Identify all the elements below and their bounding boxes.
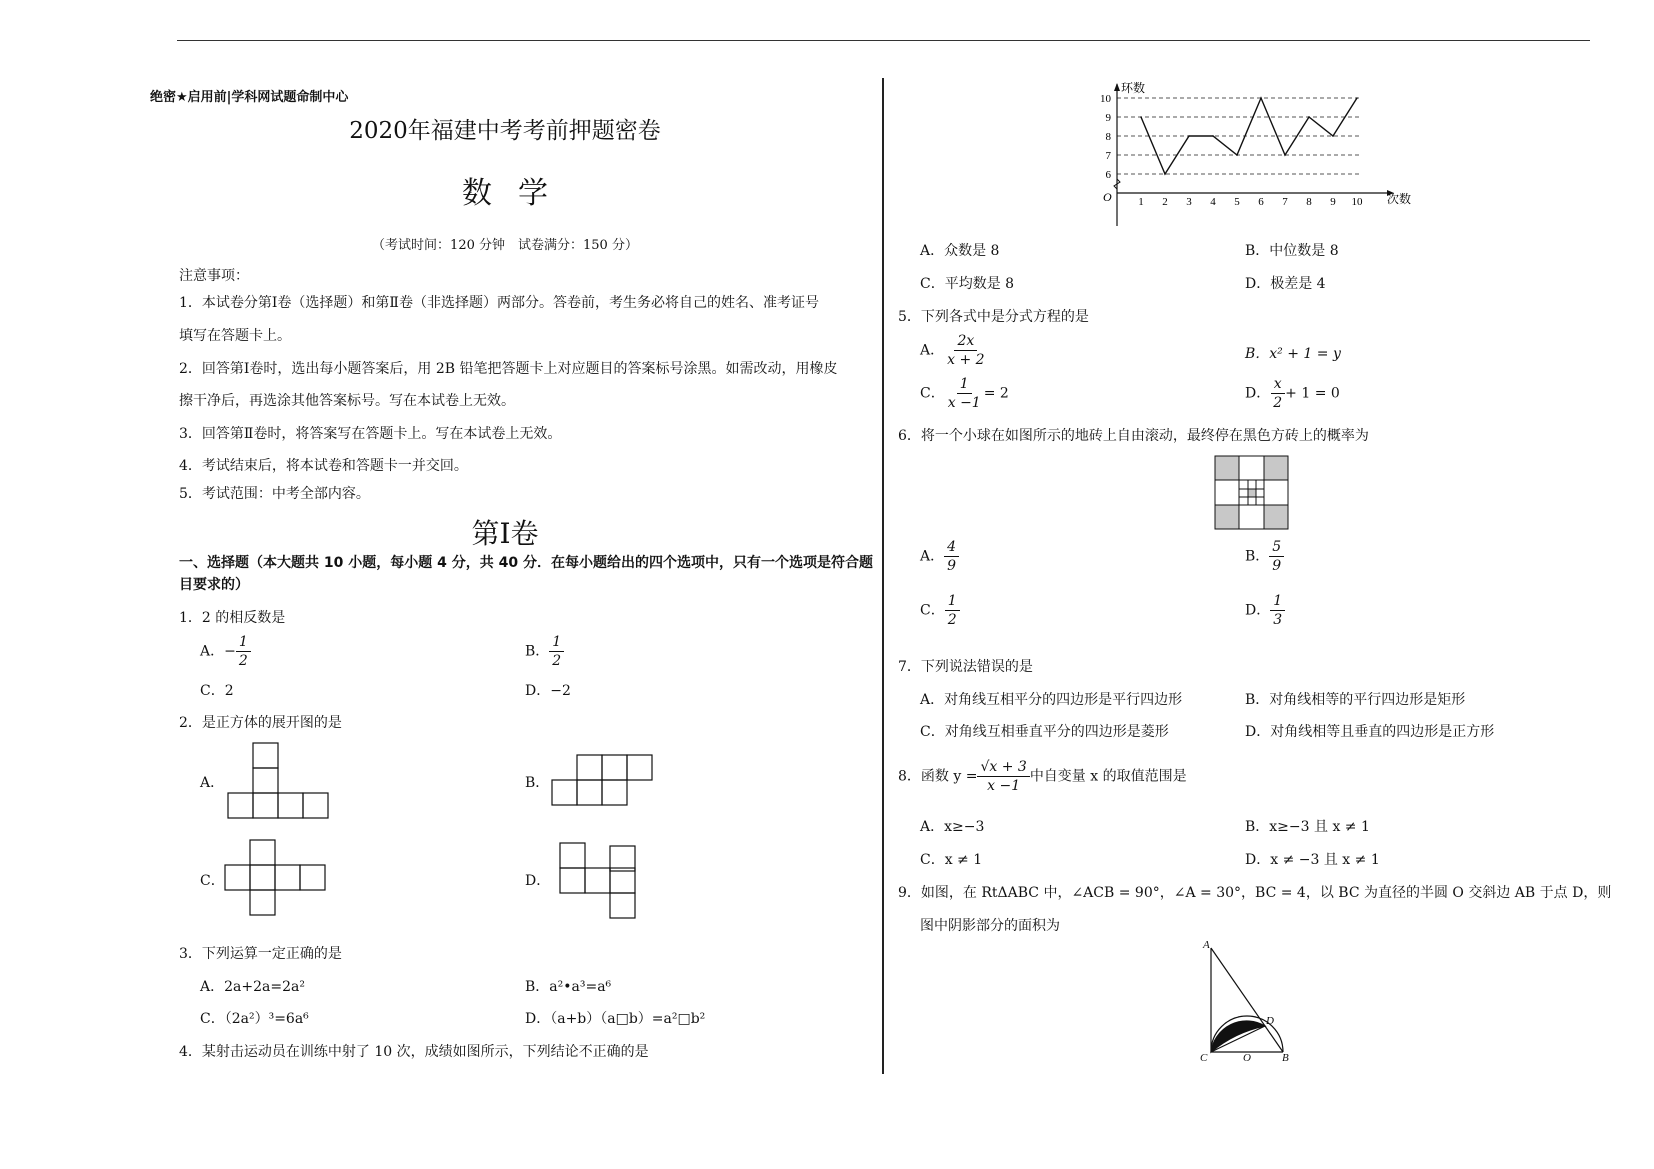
x-tick-label: 5 <box>1234 196 1240 208</box>
x-tick-label: 3 <box>1186 196 1192 208</box>
equation-tail: + 1 = 0 <box>1285 385 1340 402</box>
q8-option-d[interactable]: D．x ≠ −3 且 x ≠ 1 <box>1245 852 1380 868</box>
q2-option-b[interactable]: B． <box>525 775 550 791</box>
q3-option-a[interactable]: A．2a+2a=2a² <box>200 979 305 995</box>
page-title: 2020年福建中考考前押题密卷 <box>349 118 661 144</box>
option-label: C． <box>920 602 945 619</box>
option-label: B． <box>525 643 550 660</box>
denominator: 3 <box>1273 612 1283 628</box>
note-line: 5．考试范围：中考全部内容。 <box>179 486 370 502</box>
fraction <box>236 633 251 670</box>
label-c: C <box>1200 1052 1208 1064</box>
q7-option-c[interactable]: C．对角线互相垂直平分的四边形是菱形 <box>920 724 1169 740</box>
numerator: 1 <box>945 592 960 611</box>
q2-option-d[interactable]: D． <box>525 873 551 889</box>
fraction <box>1269 538 1284 575</box>
x-tick-label: 9 <box>1330 196 1336 208</box>
q2-option-c[interactable]: C． <box>200 873 225 889</box>
fraction <box>944 332 987 369</box>
fraction <box>945 375 984 412</box>
stem-suffix: 中自变量 x 的取值范围是 <box>1029 768 1187 785</box>
shooting-score-chart <box>1095 78 1415 228</box>
cube-net-a <box>228 743 328 819</box>
data-point <box>1332 135 1334 137</box>
note-line: 4．考试结束后，将本试卷和答题卡一并交回。 <box>179 458 468 474</box>
q8-option-a[interactable]: A．x≥−3 <box>920 819 985 835</box>
y-axis-arrow <box>1114 83 1120 91</box>
q4-option-b[interactable]: B．中位数是 8 <box>1245 243 1339 259</box>
note-line: 2．回答第Ⅰ卷时，选出每小题答案后，用 2B 铅笔把答题卡上对应题目的答案标号涂黑。如需改动，用橡皮 <box>179 361 838 377</box>
q7-stem: 7．下列说法错误的是 <box>898 659 1033 675</box>
numerator: √x + 3 <box>977 758 1029 777</box>
fraction <box>549 633 564 670</box>
q7-option-d[interactable]: D．对角线相等且垂直的四边形是正方形 <box>1245 724 1495 740</box>
numerator: 1 <box>1270 592 1285 611</box>
denominator: 2 <box>947 612 957 628</box>
y-tick-label: 10 <box>1100 93 1111 105</box>
denominator: x −1 <box>947 395 981 411</box>
q1-option-d[interactable]: D．−2 <box>525 683 571 699</box>
section-heading: 一、选择题（本大题共 10 小题，每小题 4 分，共 40 分．在每小题给出的四个选项中，只有一个选项是符合题目要求的） <box>179 555 873 593</box>
minus-sign: − <box>224 643 236 660</box>
x-tick-label: 10 <box>1351 196 1363 208</box>
denominator: 9 <box>947 558 957 574</box>
cube-net-c <box>225 840 326 916</box>
q8-stem <box>898 758 1187 795</box>
q5-option-b[interactable]: B．x² + 1 = y <box>1245 346 1341 362</box>
option-label: C． <box>920 385 945 402</box>
data-point <box>1356 97 1358 99</box>
secret-label: 绝密★启用前|学科网试题命制中心 <box>150 90 349 105</box>
option-label: A． <box>920 342 945 359</box>
q4-stem: 4．某射击运动员在训练中射了 10 次，成绩如图所示，下列结论不正确的是 <box>179 1044 649 1060</box>
q8-option-b[interactable]: B．x≥−3 且 x ≠ 1 <box>1245 819 1370 835</box>
q4-option-a[interactable]: A．众数是 8 <box>920 243 1000 259</box>
data-point <box>1308 116 1310 118</box>
q4-option-d[interactable]: D．极差是 4 <box>1245 276 1326 292</box>
q9-stem-line2: 图中阴影部分的面积为 <box>920 918 1060 934</box>
notes-heading: 注意事项： <box>179 268 249 284</box>
column-divider <box>882 78 884 1074</box>
note-line: 填写在答题卡上。 <box>179 328 291 344</box>
q1-stem: 1．2 的相反数是 <box>179 610 286 626</box>
x-axis-label: 次数 <box>1387 192 1412 206</box>
data-point <box>1236 154 1238 156</box>
x-tick-label: 8 <box>1306 196 1312 208</box>
stem-prefix: 8．函数 y = <box>898 768 978 785</box>
note-line: 3．回答第Ⅱ卷时，将答案写在答题卡上。写在本试卷上无效。 <box>179 426 562 442</box>
q6-option-a[interactable] <box>920 538 959 575</box>
x-tick-label: 4 <box>1210 196 1216 208</box>
q4-option-c[interactable]: C．平均数是 8 <box>920 276 1015 292</box>
data-point <box>1284 154 1286 156</box>
origin-label: O <box>1103 190 1112 204</box>
label-d: D <box>1266 1015 1274 1027</box>
y-tick-label: 8 <box>1105 131 1111 143</box>
label-b: B <box>1282 1052 1289 1064</box>
q3-stem: 3．下列运算一定正确的是 <box>179 946 342 962</box>
cube-net-d <box>560 843 636 919</box>
part-title: 第Ⅰ卷 <box>471 517 539 550</box>
q9-stem-line1: 9．如图，在 RtΔABC 中，∠ACB = 90°，∠A = 30°，BC = 4，以 BC 为直径的半圆 O 交斜边 AB 于点 D，则 <box>898 885 1612 901</box>
option-label: A． <box>920 548 945 565</box>
fraction <box>944 538 959 575</box>
q3-option-d[interactable]: D．（a+b）（a□b）=a²□b² <box>525 1011 706 1027</box>
x-tick-label: 7 <box>1282 196 1288 208</box>
option-label: A． <box>200 643 225 660</box>
data-point <box>1164 173 1166 175</box>
cube-net-b <box>552 755 653 806</box>
denominator: x −1 <box>987 778 1021 794</box>
q3-option-c[interactable]: C．（2a²）³=6a⁶ <box>200 1011 309 1027</box>
q5-option-c[interactable] <box>920 375 1009 412</box>
y-tick-label: 7 <box>1105 150 1111 162</box>
q1-option-b[interactable] <box>525 633 564 670</box>
q1-option-c[interactable]: C．2 <box>200 683 234 699</box>
q2-option-a[interactable]: A． <box>200 775 225 791</box>
q5-option-d[interactable] <box>1245 375 1340 412</box>
q5-option-a[interactable] <box>920 332 988 369</box>
data-point <box>1140 116 1142 118</box>
numerator: 1 <box>957 375 972 394</box>
label-a: A <box>1203 939 1210 951</box>
fraction <box>1270 375 1285 412</box>
q6-option-b[interactable] <box>1245 538 1284 575</box>
denominator: 2 <box>1273 395 1283 411</box>
label-o: O <box>1243 1052 1251 1064</box>
q6-stem: 6．将一个小球在如图所示的地砖上自由滚动，最终停在黑色方砖上的概率为 <box>898 428 1369 444</box>
note-line: 擦干净后，再选涂其他答案标号。写在本试卷上无效。 <box>179 393 515 409</box>
q1-option-a[interactable] <box>200 633 251 670</box>
x-tick-label: 6 <box>1258 196 1264 208</box>
numerator: 4 <box>944 538 959 557</box>
fraction <box>977 758 1029 795</box>
q2-stem: 2．是正方体的展开图的是 <box>179 715 342 731</box>
q7-option-a[interactable]: A．对角线互相平分的四边形是平行四边形 <box>920 692 1183 708</box>
y-tick-label: 9 <box>1105 112 1111 124</box>
denominator: 2 <box>552 653 562 669</box>
q6-option-c[interactable] <box>920 592 960 629</box>
numerator: 5 <box>1269 538 1284 557</box>
denominator: 2 <box>238 653 248 669</box>
x-tick-label: 2 <box>1162 196 1168 208</box>
x-tick-label: 1 <box>1138 196 1144 208</box>
fraction <box>1270 592 1285 629</box>
equation-tail: = 2 <box>983 385 1009 402</box>
numerator: x <box>1271 375 1285 394</box>
option-label: B． <box>1245 548 1270 565</box>
denominator: x + 2 <box>947 352 985 368</box>
numerator: 1 <box>549 633 564 652</box>
q8-option-c[interactable]: C．x ≠ 1 <box>920 852 983 868</box>
y-axis-label: 环数 <box>1121 81 1146 95</box>
floor-tile-figure <box>1215 456 1289 530</box>
subject-title: 数学 <box>462 176 574 211</box>
numerator: 1 <box>236 633 251 652</box>
q7-option-b[interactable]: B．对角线相等的平行四边形是矩形 <box>1245 692 1466 708</box>
shaded-region <box>1211 1021 1265 1052</box>
data-point <box>1212 135 1214 137</box>
option-label: D． <box>1245 385 1271 402</box>
triangle-semicircle-figure <box>1195 940 1295 1065</box>
q5-stem: 5．下列各式中是分式方程的是 <box>898 309 1089 325</box>
numerator: 2x <box>954 332 977 351</box>
data-point <box>1260 97 1262 99</box>
y-tick-label: 6 <box>1105 169 1111 181</box>
note-line: 1．本试卷分第Ⅰ卷（选择题）和第Ⅱ卷（非选择题）两部分。答卷前，考生务必将自己的姓名、准考证号 <box>179 295 819 311</box>
q6-option-d[interactable] <box>1245 592 1285 629</box>
option-label: D． <box>1245 602 1271 619</box>
fraction <box>945 592 960 629</box>
exam-info: （考试时间：120 分钟 试卷满分：150 分） <box>372 238 638 253</box>
data-point <box>1188 135 1190 137</box>
denominator: 9 <box>1272 558 1282 574</box>
q3-option-b[interactable]: B．a²•a³=a⁶ <box>525 979 612 995</box>
top-rule <box>177 40 1590 41</box>
